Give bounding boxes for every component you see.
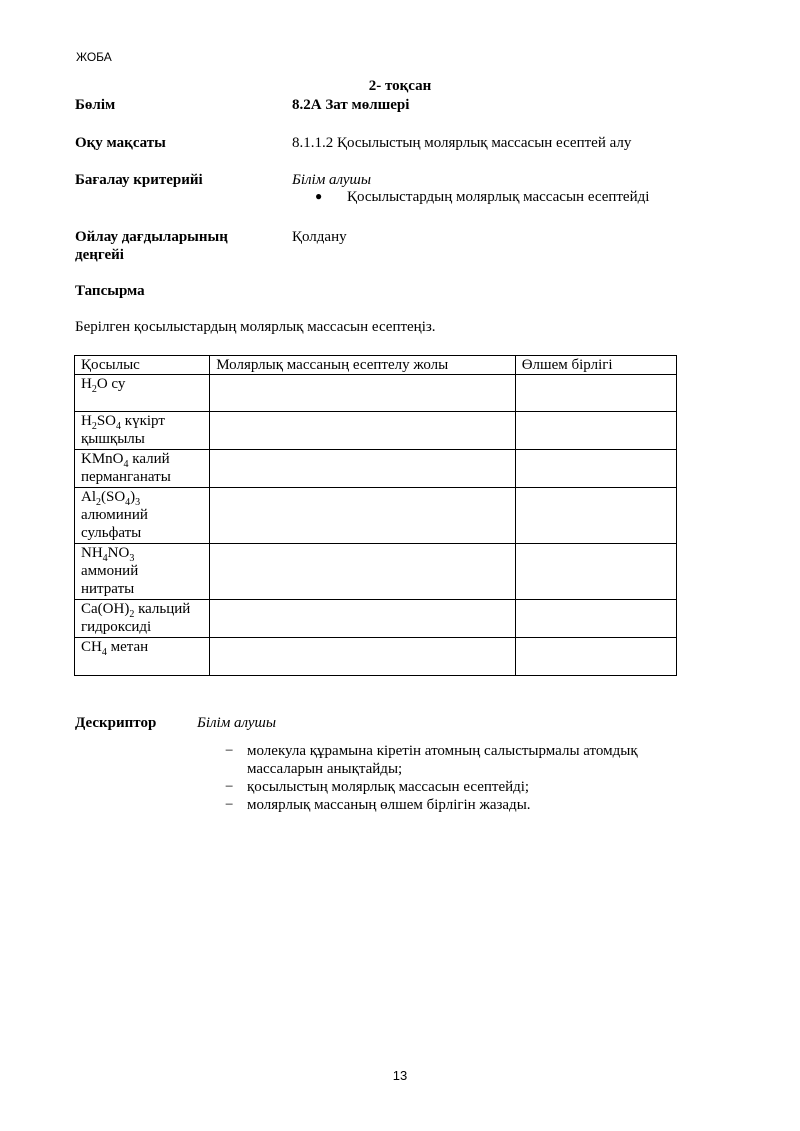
page-number: 13 xyxy=(392,1068,408,1083)
criteria-intro: Білім алушы xyxy=(292,172,372,188)
thinking-label: Ойлау дағдыларының деңгейі xyxy=(75,229,228,263)
unit-cell[interactable] xyxy=(515,488,676,544)
unit-cell[interactable] xyxy=(515,638,676,676)
descriptor-list xyxy=(225,742,685,814)
unit-cell[interactable] xyxy=(515,450,676,488)
calculation-cell[interactable] xyxy=(210,544,516,600)
section-label: Бөлім xyxy=(75,97,116,113)
table-row xyxy=(75,412,677,450)
compound-potassium-permanganate: KMnO$_4$ калий перманганаты xyxy=(75,450,210,488)
list-item: − молярлық массаның өлшем бірлігін жазады. xyxy=(225,797,531,813)
calculation-cell[interactable] xyxy=(210,638,516,676)
section-value: 8.2А Зат мөлшері xyxy=(292,97,410,113)
header-unit: Өлшем бірлігі xyxy=(515,356,676,375)
calculation-cell[interactable] xyxy=(210,412,516,450)
compound-methane: $CH_4$ метан xyxy=(75,638,210,676)
descriptor-intro: Білім алушы xyxy=(197,715,277,731)
calculation-cell[interactable] xyxy=(210,450,516,488)
table-row xyxy=(75,638,677,676)
unit-cell[interactable] xyxy=(515,375,676,412)
dash-icon: − xyxy=(225,743,234,759)
task-instruction: Берілген қосылыстардың молярлық массасын есептеңіз. xyxy=(75,319,436,335)
table-row xyxy=(75,544,677,600)
calculation-cell[interactable] xyxy=(210,600,516,638)
quarter-heading: 2- тоқсан xyxy=(368,78,432,94)
table-row xyxy=(75,488,677,544)
calculation-cell[interactable] xyxy=(210,488,516,544)
table-header-row xyxy=(75,356,677,375)
objective-label: Оқу мақсаты xyxy=(75,135,166,151)
compound-table xyxy=(74,355,677,676)
header-calculation: Молярлық массаның есептелу жолы xyxy=(210,356,516,375)
task-title: Тапсырма xyxy=(75,283,145,299)
compound-water: $H_2O$ су xyxy=(75,375,210,412)
table-row xyxy=(75,375,677,412)
list-item: − қосылыстың молярлық массасын есептейді; xyxy=(225,779,530,795)
objective-value: 8.1.1.2 Қосылыстың молярлық массасын есептей алу xyxy=(292,135,632,151)
compound-ammonium-nitrate: $NH_4NO_3$ аммоний нитраты xyxy=(75,544,210,600)
dash-icon: − xyxy=(225,797,234,813)
draft-watermark: ЖОБА xyxy=(76,50,112,64)
unit-cell[interactable] xyxy=(515,412,676,450)
list-item: − молекула құрамына кіретін атомның салыстырмалы атомдық массаларын анықтайды; xyxy=(225,743,638,777)
table-row xyxy=(75,600,677,638)
descriptor-label: Дескриптор xyxy=(75,715,157,731)
thinking-value: Қолдану xyxy=(292,229,347,245)
compound-calcium-hydroxide: $Ca(OH)_2$ кальций гидроксиді xyxy=(75,600,210,638)
criteria-label: Бағалау критерийі xyxy=(75,172,203,188)
unit-cell[interactable] xyxy=(515,600,676,638)
bullet-dot-icon: ● xyxy=(315,189,323,203)
compound-aluminium-sulfate: $Al_2(SO_4)_3$ алюминий сульфаты xyxy=(75,488,210,544)
calculation-cell[interactable] xyxy=(210,375,516,412)
criteria-item: Қосылыстардың молярлық массасын есептейді xyxy=(347,189,650,205)
unit-cell[interactable] xyxy=(515,544,676,600)
table-row xyxy=(75,450,677,488)
dash-icon: − xyxy=(225,779,234,795)
compound-sulfuric-acid: $H_2SO_4$ күкірт қышқылы xyxy=(75,412,210,450)
header-compound: Қосылыс xyxy=(75,356,210,375)
